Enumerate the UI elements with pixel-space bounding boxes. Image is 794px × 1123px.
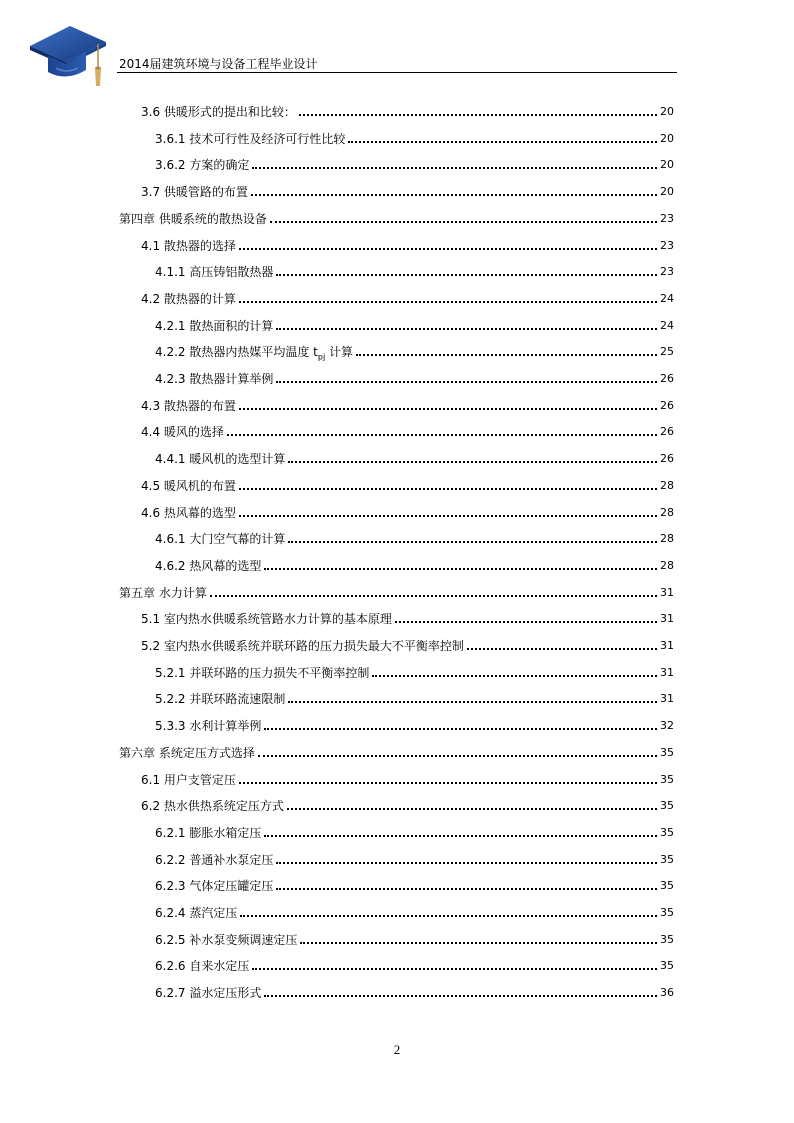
toc-entry-title: 6.2.5 补水泵变频调速定压	[155, 933, 298, 947]
toc-entry-title: 6.2.4 蒸汽定压	[155, 906, 238, 920]
toc-entry-page: 24	[660, 292, 674, 305]
toc-entry-title: 6.2.3 气体定压罐定压	[155, 879, 274, 893]
toc-entry[interactable]	[119, 739, 674, 761]
toc-entry-title: 4.4.1 暖风机的选型计算	[155, 452, 286, 466]
toc-entry-title: 6.2.6 自来水定压	[155, 959, 250, 973]
toc-entry-title: 5.2 室内热水供暖系统并联环路的压力损失最大不平衡率控制	[141, 639, 464, 653]
toc-entry[interactable]	[141, 418, 674, 440]
toc-entry-page: 25	[660, 345, 674, 358]
toc-dot-leader	[240, 915, 657, 917]
toc-entry-page: 26	[660, 372, 674, 385]
toc-entry-title: 4.6 热风幕的选型	[141, 506, 236, 520]
toc-entry-page: 28	[660, 532, 674, 545]
toc-dot-leader	[270, 221, 657, 223]
toc-entry-page: 35	[660, 959, 674, 972]
toc-entry-page: 35	[660, 853, 674, 866]
toc-entry-title: 4.6.2 热风幕的选型	[155, 559, 262, 573]
toc-dot-leader	[276, 328, 657, 330]
toc-dot-leader	[264, 568, 657, 570]
toc-entry[interactable]	[155, 338, 674, 360]
toc-entry-page: 20	[660, 105, 674, 118]
toc-entry[interactable]	[155, 552, 674, 574]
toc-entry-page: 35	[660, 773, 674, 786]
toc-dot-leader	[251, 194, 657, 196]
toc-entry-title: 4.3 散热器的布置	[141, 399, 236, 413]
toc-entry[interactable]	[141, 632, 674, 654]
toc-dot-leader	[252, 167, 657, 169]
toc-entry[interactable]	[119, 579, 674, 601]
toc-entry[interactable]	[155, 125, 674, 147]
toc-entry[interactable]	[141, 792, 674, 814]
toc-entry[interactable]	[155, 979, 674, 1001]
toc-dot-leader	[210, 595, 657, 597]
toc-dot-leader	[258, 755, 657, 757]
toc-entry-title: 3.7 供暖管路的布置	[141, 185, 248, 199]
toc-entry[interactable]	[155, 819, 674, 841]
toc-dot-leader	[264, 995, 657, 997]
toc-dot-leader	[239, 301, 657, 303]
toc-entry-page: 28	[660, 559, 674, 572]
toc-entry-title: 4.2.2 散热器内热媒平均温度 $t_{pj}$ 计算	[155, 345, 354, 362]
toc-dot-leader	[467, 648, 657, 650]
toc-entry-title: 4.2.1 散热面积的计算	[155, 319, 274, 333]
toc-entry[interactable]	[141, 285, 674, 307]
toc-entry-title: 4.5 暖风机的布置	[141, 479, 236, 493]
toc-dot-leader	[252, 968, 657, 970]
toc-entry-page: 28	[660, 506, 674, 519]
toc-entry-title: 4.2 散热器的计算	[141, 292, 236, 306]
toc-dot-leader	[239, 515, 657, 517]
toc-entry-title: 5.1 室内热水供暖系统管路水力计算的基本原理	[141, 612, 392, 626]
toc-dot-leader	[276, 862, 657, 864]
toc-dot-leader	[288, 461, 657, 463]
toc-entry[interactable]	[155, 445, 674, 467]
toc-entry[interactable]	[155, 952, 674, 974]
toc-dot-leader	[239, 408, 657, 410]
toc-entry-title: 4.6.1 大门空气幕的计算	[155, 532, 286, 546]
toc-entry-page: 23	[660, 265, 674, 278]
toc-entry-title: 4.1 散热器的选择	[141, 239, 236, 253]
toc-dot-leader	[300, 942, 657, 944]
toc-entry-page: 24	[660, 319, 674, 332]
toc-entry[interactable]	[155, 872, 674, 894]
toc-entry-title: 6.2 热水供热系统定压方式	[141, 799, 284, 813]
toc-entry-title-suffix: 计算	[325, 345, 354, 359]
toc-entry-page: 35	[660, 879, 674, 892]
toc-entry[interactable]	[141, 766, 674, 788]
toc-entry[interactable]	[155, 659, 674, 681]
toc-entry[interactable]	[141, 232, 674, 254]
toc-dot-leader	[276, 381, 657, 383]
toc-entry[interactable]	[155, 926, 674, 948]
toc-entry[interactable]	[155, 685, 674, 707]
toc-entry-title: 3.6 供暖形式的提出和比较：	[141, 105, 296, 119]
toc-dot-leader	[288, 541, 657, 543]
toc-entry-title: 第五章 水力计算	[119, 586, 207, 600]
toc-entry[interactable]	[155, 525, 674, 547]
header-title: 2014届建筑环境与设备工程毕业设计	[119, 57, 318, 71]
toc-dot-leader	[356, 354, 657, 356]
toc-dot-leader	[372, 675, 657, 677]
toc-entry[interactable]	[141, 178, 674, 200]
toc-entry-page: 31	[660, 586, 674, 599]
toc-entry-page: 26	[660, 425, 674, 438]
toc-dot-leader	[288, 701, 657, 703]
page-number: 2	[393, 1042, 401, 1057]
toc-dot-leader	[348, 141, 657, 143]
toc-dot-leader	[299, 114, 657, 116]
toc-entry-page: 31	[660, 692, 674, 705]
toc-dot-leader	[239, 488, 657, 490]
toc-entry-title: 3.6.2 方案的确定	[155, 158, 250, 172]
toc-entry[interactable]	[155, 258, 674, 280]
toc-entry-page: 23	[660, 239, 674, 252]
toc-entry-page: 23	[660, 212, 674, 225]
toc-entry-page: 31	[660, 666, 674, 679]
toc-entry-title: 5.2.2 并联环路流速限制	[155, 692, 286, 706]
toc-entry-page: 26	[660, 399, 674, 412]
toc-dot-leader	[264, 835, 657, 837]
toc-dot-leader	[287, 808, 657, 810]
toc-entry[interactable]	[141, 499, 674, 521]
toc-entry-title: 6.2.7 溢水定压形式	[155, 986, 262, 1000]
toc-entry-page: 35	[660, 826, 674, 839]
toc-entry-page: 35	[660, 933, 674, 946]
toc-entry[interactable]	[141, 472, 674, 494]
toc-entry-title: 第四章 供暖系统的散热设备	[119, 212, 267, 226]
toc-entry-page: 26	[660, 452, 674, 465]
toc-entry[interactable]	[155, 712, 674, 734]
toc-entry-title: 4.1.1 高压铸铝散热器	[155, 265, 274, 279]
toc-entry-title: 5.3.3 水利计算举例	[155, 719, 262, 733]
toc-entry-page: 20	[660, 185, 674, 198]
toc-entry[interactable]	[155, 312, 674, 334]
toc-entry-title: 第六章 系统定压方式选择	[119, 746, 255, 760]
toc-entry-page: 28	[660, 479, 674, 492]
toc-entry[interactable]	[119, 205, 674, 227]
toc-entry[interactable]	[141, 392, 674, 414]
toc-entry[interactable]	[155, 899, 674, 921]
toc-entry-page: 20	[660, 132, 674, 145]
toc-entry-page: 36	[660, 986, 674, 999]
toc-dot-leader	[239, 782, 657, 784]
toc-entry-page: 35	[660, 746, 674, 759]
toc-entry[interactable]	[155, 846, 674, 868]
toc-dot-leader	[276, 274, 657, 276]
toc-entry-page: 35	[660, 906, 674, 919]
toc-entry-title: 4.2.3 散热器计算举例	[155, 372, 274, 386]
header-rule	[117, 72, 677, 73]
toc-entry-title: 5.2.1 并联环路的压力损失不平衡率控制	[155, 666, 370, 680]
toc-entry-page: 31	[660, 639, 674, 652]
toc-dot-leader	[276, 888, 657, 890]
toc-entry[interactable]	[141, 98, 674, 120]
toc-entry-page: 31	[660, 612, 674, 625]
toc-entry-page: 32	[660, 719, 674, 732]
toc-entry[interactable]	[141, 605, 674, 627]
toc-entry-title: 3.6.1 技术可行性及经济可行性比较	[155, 132, 346, 146]
graduation-cap-logo	[28, 20, 110, 92]
toc-entry-page: 20	[660, 158, 674, 171]
toc-entry-title: 4.4 暖风的选择	[141, 425, 224, 439]
toc-entry-title: 6.2.2 普通补水泵定压	[155, 853, 274, 867]
toc-dot-leader	[395, 621, 657, 623]
toc-dot-leader	[239, 248, 657, 250]
toc-entry-subscript: pj	[317, 352, 326, 362]
toc-entry-title: 6.1 用户支管定压	[141, 773, 236, 787]
toc-entry[interactable]	[155, 151, 674, 173]
toc-dot-leader	[264, 728, 657, 730]
toc-entry[interactable]	[155, 365, 674, 387]
toc-dot-leader	[227, 434, 657, 436]
toc-entry-page: 35	[660, 799, 674, 812]
toc-entry-title: 6.2.1 膨胀水箱定压	[155, 826, 262, 840]
